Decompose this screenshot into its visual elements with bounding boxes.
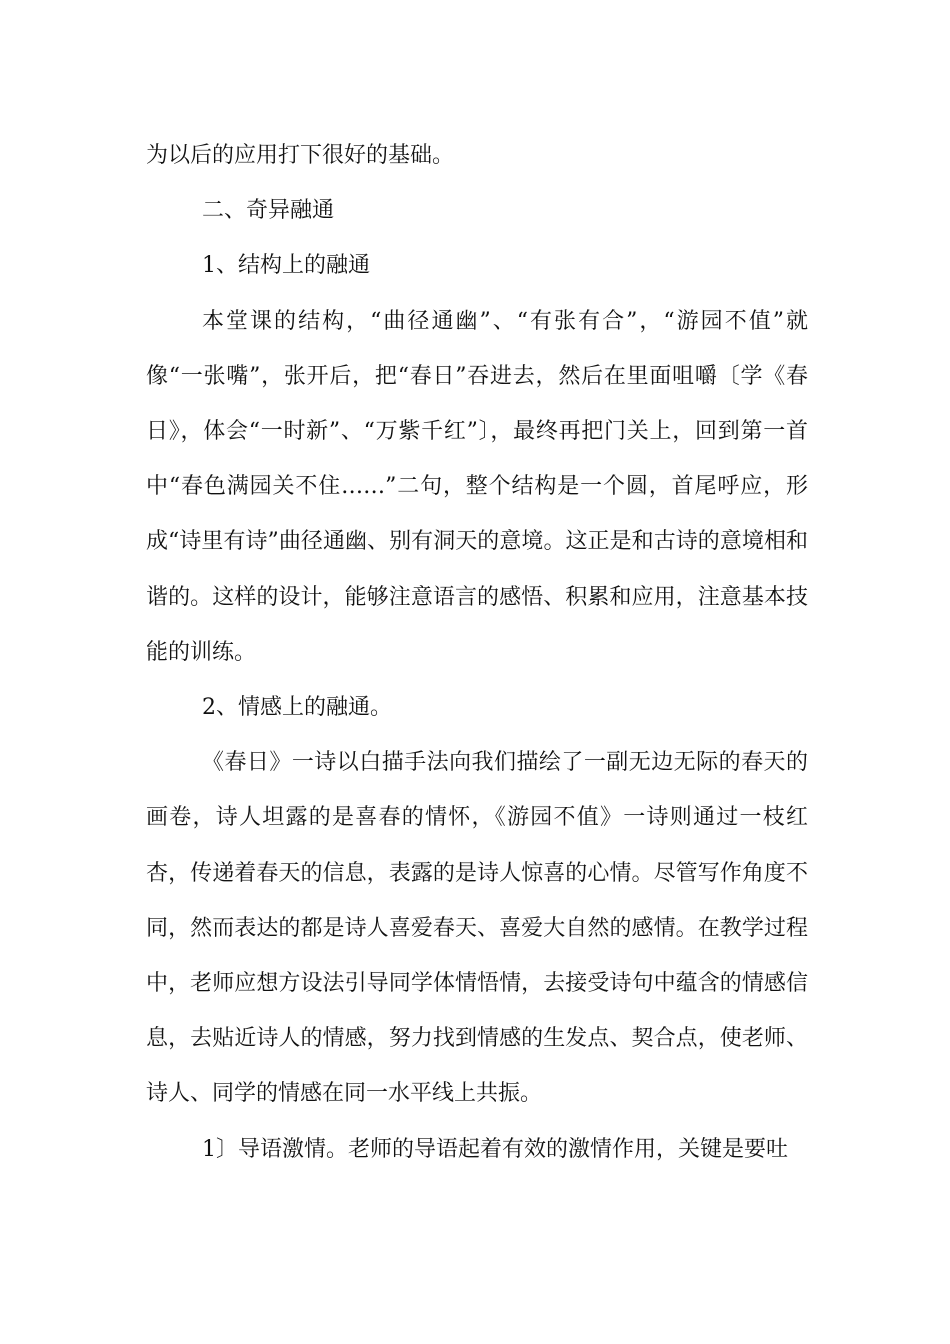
subsection-heading-emotion: 2、情感上的融通。 [202,695,392,721]
paragraph-structure: 本堂课的结构，“曲径通幽”、“有张有合”，“游园不值”就像“一张嘴”，张开后，把“春日”吞进去，然后在里面咀嚼〔学《春日》，体会“一时新”、“万紫千红”〕，最终再把门关上，回到第一首中“春色满园关不住……”二句，整个结构是一个圆，首尾呼应，形成“诗里有诗”曲径通幽、别有洞天的意境。这正是和古诗的意境相和谐的。这样的设计，能够注意语言的感悟、积累和应用，注意基本技能的训练。 [146,308,808,665]
document-body [146,128,808,1177]
paragraph-guidance: 1〕导语激情。老师的导语起着有效的激情作用，关键是要吐 [202,1136,788,1162]
subsection-heading-structure: 1、结构上的融通 [202,253,370,279]
paragraph-emotion: 《春日》一诗以白描手法向我们描绘了一副无边无际的春天的画卷，诗人坦露的是喜春的情怀，《游园不值》一诗则通过一枝红杏，传递着春天的信息，表露的是诗人惊喜的心情。尽管写作角度不同，然而表达的都是诗人喜爱春天、喜爱大自然的感情。在教学过程中，老师应想方设法引导同学体情悟情，去接受诗句中蕴含的情感信息，去贴近诗人的情感，努力找到情感的生发点、契合点，使老师、诗人、同学的情感在同一水平线上共振。 [146,750,808,1107]
section-heading-2: 二、奇异融通 [202,198,335,224]
paragraph-continuation: 为以后的应用打下很好的基础。 [146,143,455,168]
